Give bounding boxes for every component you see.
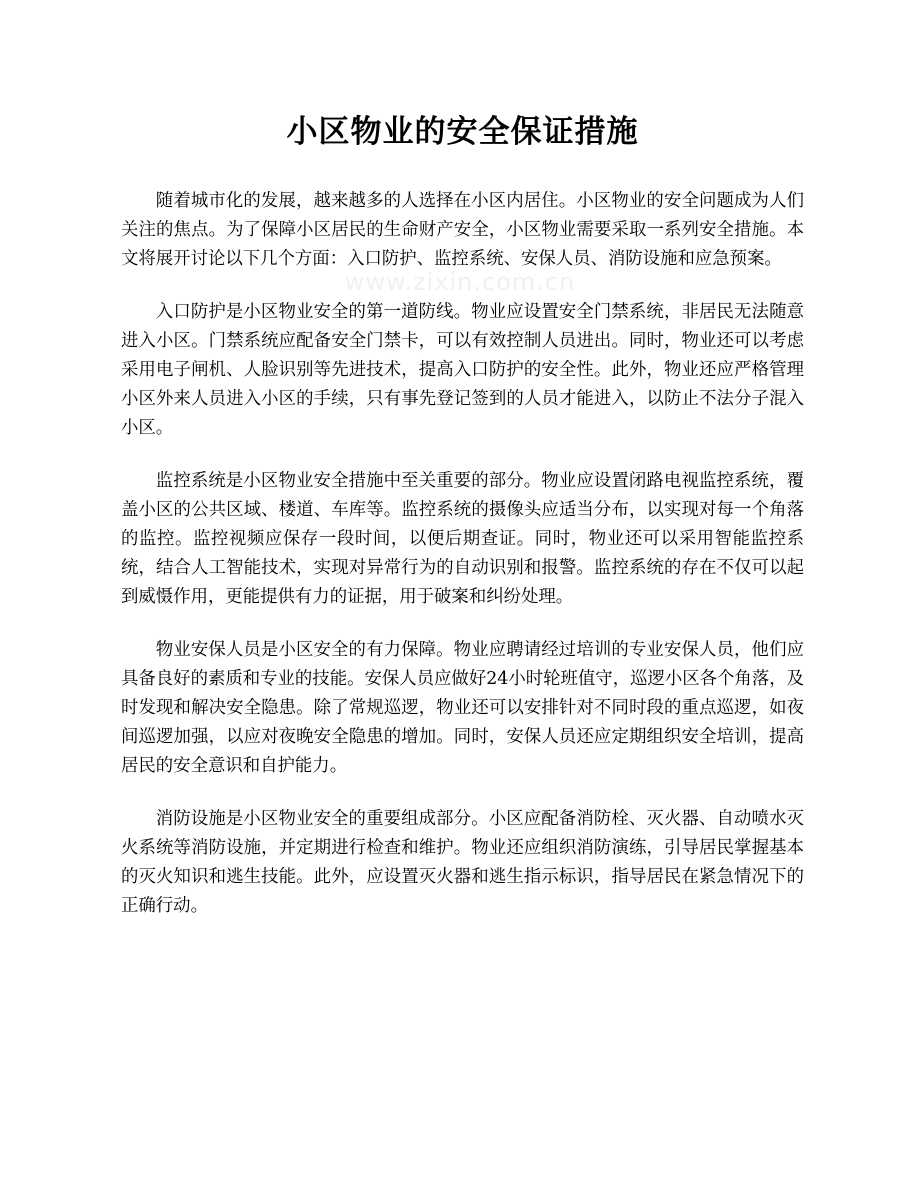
paragraph-security-staff: 物业安保人员是小区安全的有力保障。物业应聘请经过培训的专业安保人员，他们应具备良好的素质和专业的技能。安保人员应做好24小时轮班值守，巡逻小区各个角落，及时发现和解决安全隐患。除了常规巡逻，物业还可以安排针对不同时段的重点巡逻，如夜间巡逻加强，以应对夜晚安全隐患的增加。同时，安保人员还应定期组织安全培训，提高居民的安全意识和自护能力。 <box>121 639 804 777</box>
paragraph-intro: 随着城市化的发展，越来越多的人选择在小区内居住。小区物业的安全问题成为人们关注的焦点。为了保障小区居民的生命财产安全，小区物业需要采取一系列安全措施。本文将展开讨论以下几个方面：入口防护、监控系统、安保人员、消防设施和应急预案。 <box>121 191 804 270</box>
paragraph-monitoring-system: 监控系统是小区物业安全措施中至关重要的部分。物业应设置闭路电视监控系统，覆盖小区的公共区域、楼道、车库等。监控系统的摄像头应适当分布，以实现对每一个角落的监控。监控视频应保存一段时间，以便后期查证。同时，物业还可以采用智能监控系统，结合人工智能技术，实现对异常行为的自动识别和报警。监控系统的存在不仅可以起到威慑作用，更能提供有力的证据，用于破案和纠纷处理。 <box>121 470 804 608</box>
paragraph-fire-facilities: 消防设施是小区物业安全的重要组成部分。小区应配备消防栓、灭火器、自动喷水灭火系统等消防设施，并定期进行检查和维护。物业还应组织消防演练，引导居民掌握基本的灭火知识和逃生技能。此外，应设置灭火器和逃生指示标识，指导居民在紧急情况下的正确行动。 <box>121 808 804 917</box>
paragraph-entrance-protection: 入口防护是小区物业安全的第一道防线。物业应设置安全门禁系统，非居民无法随意进入小区。门禁系统应配备安全门禁卡，可以有效控制人员进出。同时，物业还可以考虑采用电子闸机、人脸识别等先进技术，提高入口防护的安全性。此外，物业还应严格管理小区外来人员进入小区的手续，只有事先登记签到的人员才能进入，以防止不法分子混入小区。 <box>121 301 804 439</box>
document-title: 小区物业的安全保证措施 <box>286 114 639 150</box>
document-body <box>121 187 804 921</box>
watermark-text: www.zixin.com.cn <box>344 268 576 296</box>
